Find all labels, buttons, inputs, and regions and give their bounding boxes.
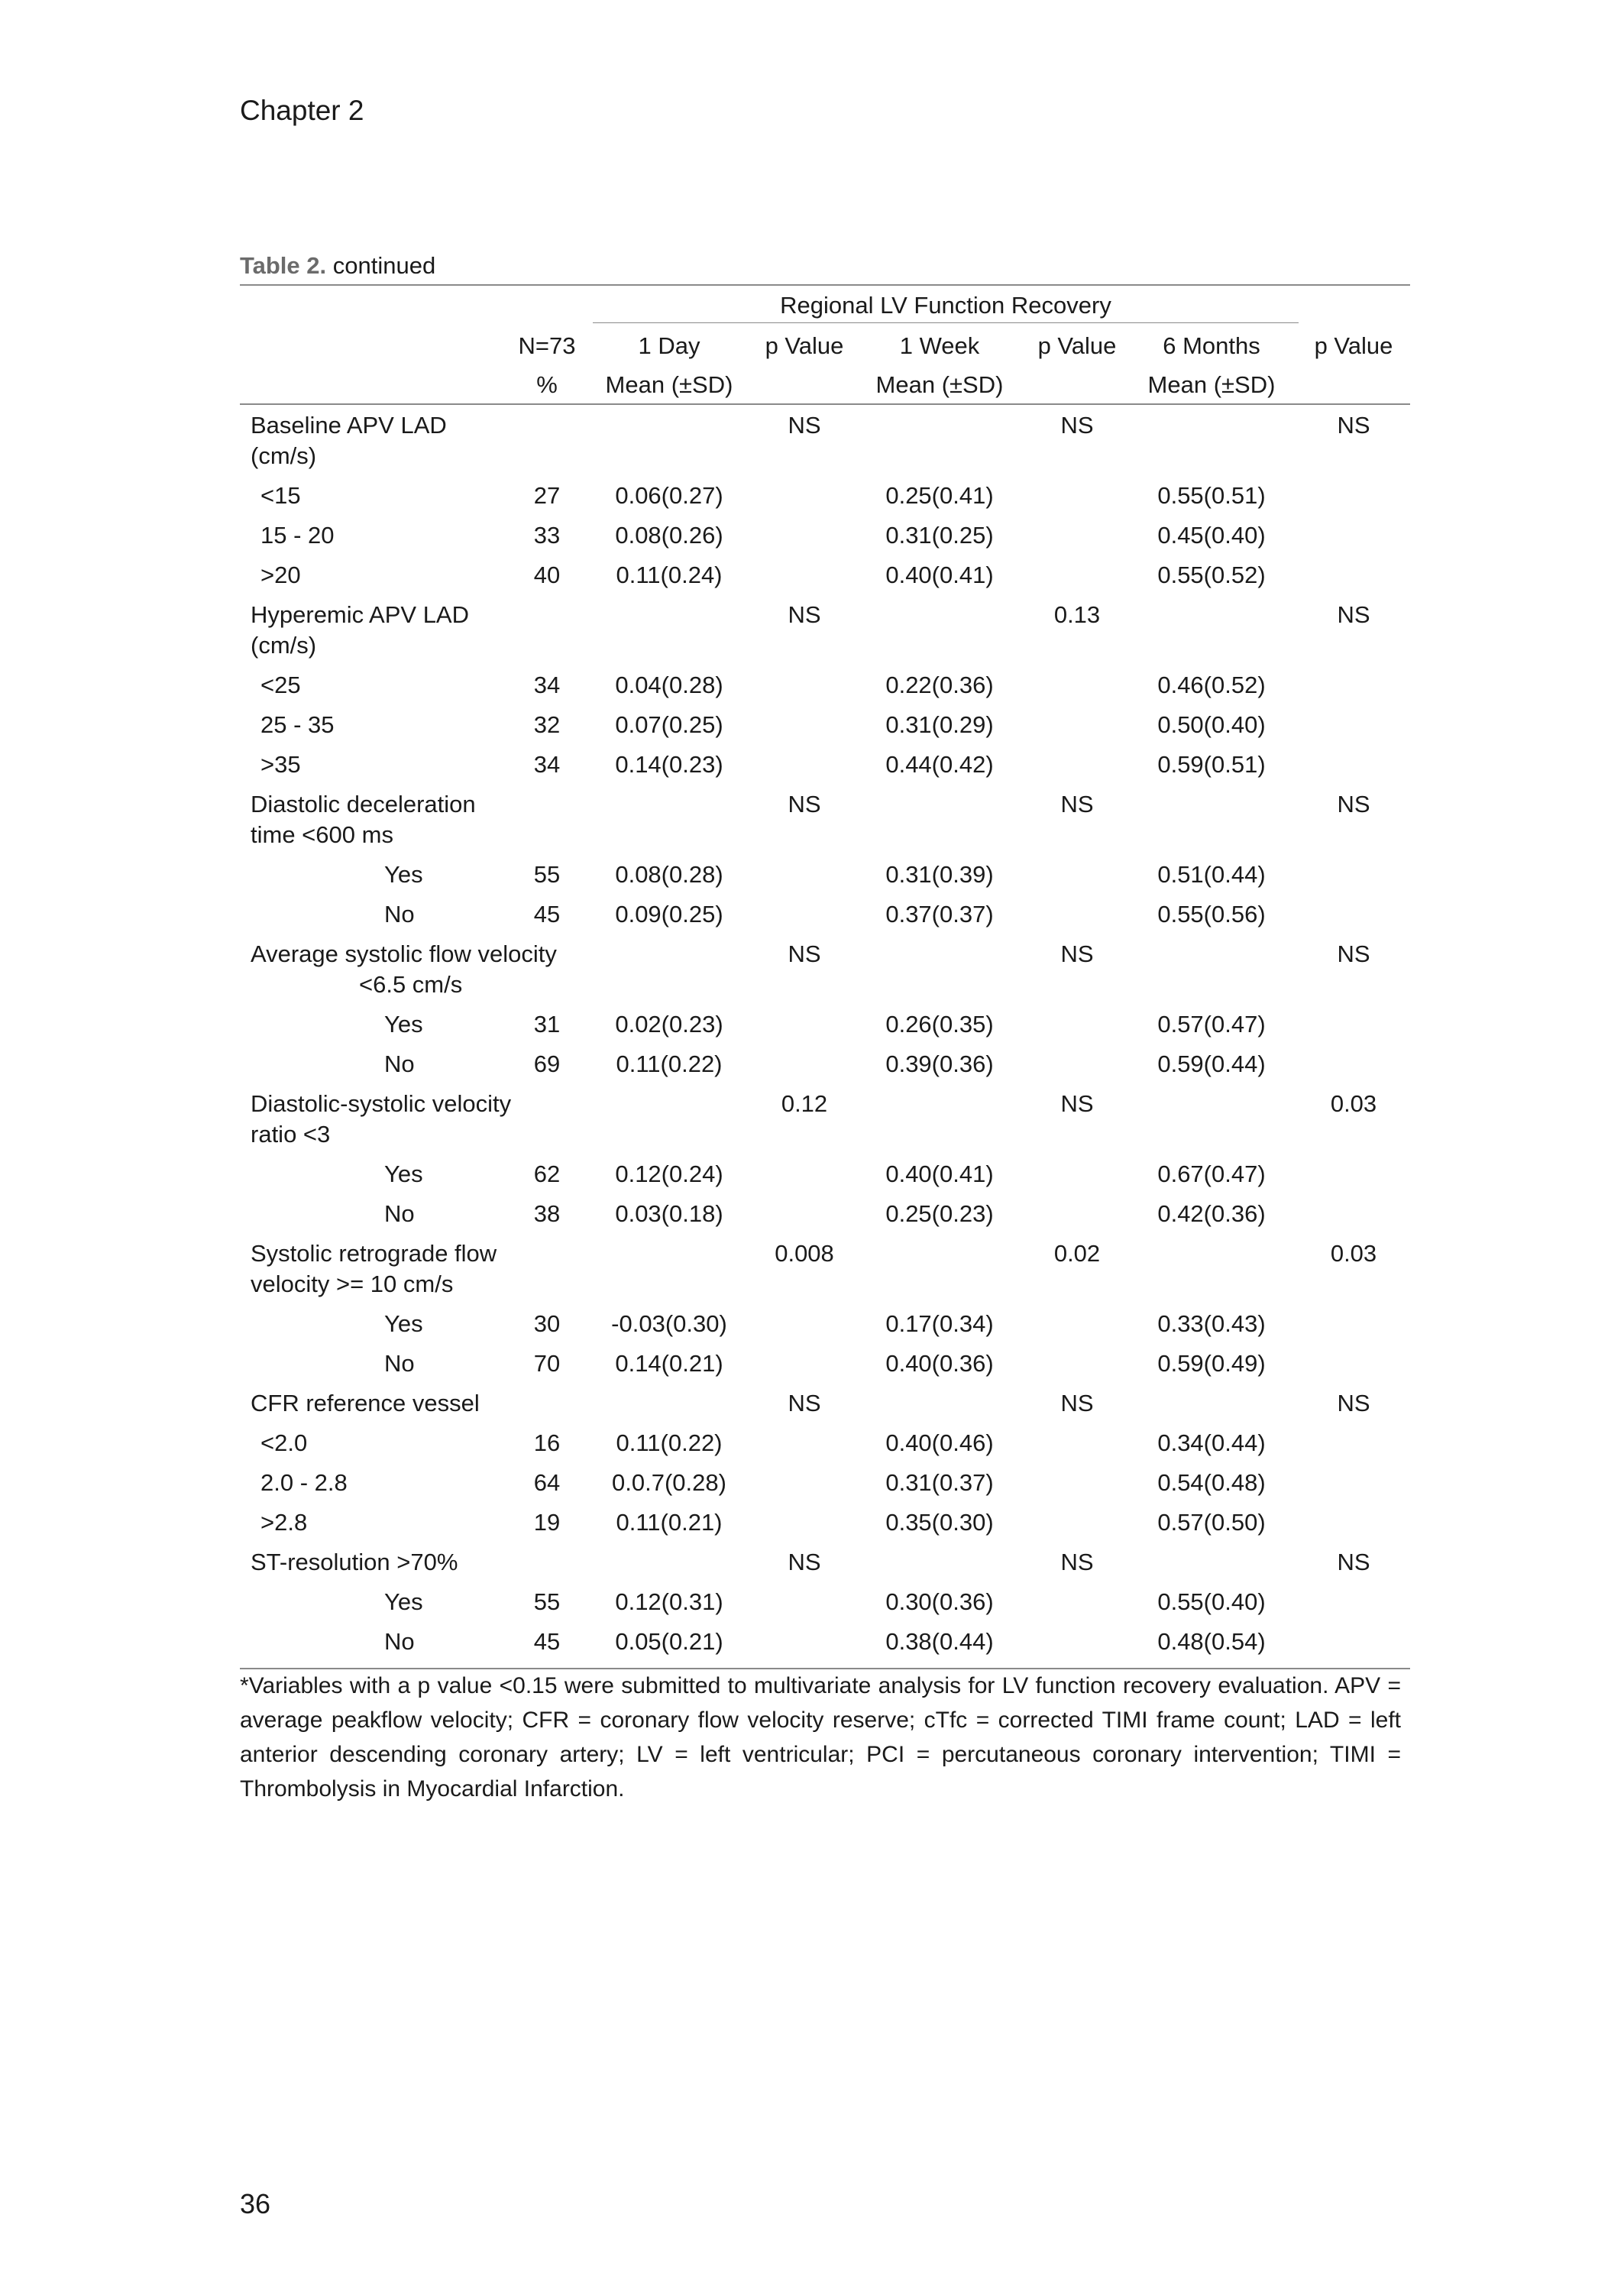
row-label: Yes xyxy=(384,1161,423,1187)
mean-1-week: 0.17(0.34) xyxy=(885,1310,994,1337)
mean-6-months: 0.55(0.56) xyxy=(1157,901,1266,927)
row-group-label: Hyperemic APV LAD xyxy=(251,601,469,628)
row-label: <15 xyxy=(260,482,301,509)
column-subheader: % xyxy=(536,371,558,398)
p-value: NS xyxy=(1337,601,1370,628)
mean-1-week: 0.30(0.36) xyxy=(885,1588,994,1615)
mean-6-months: 0.48(0.54) xyxy=(1157,1628,1266,1655)
column-header: 6 Months xyxy=(1163,332,1260,359)
group-header: Regional LV Function Recovery xyxy=(780,292,1111,319)
p-value: NS xyxy=(788,1549,821,1575)
column-header: p Value xyxy=(1314,332,1393,359)
row-group-label: ST-resolution >70% xyxy=(251,1549,458,1575)
row-group-label: Diastolic-systolic velocity xyxy=(251,1090,512,1117)
mean-1-week: 0.31(0.29) xyxy=(885,711,994,738)
p-value: 0.02 xyxy=(1053,1240,1101,1267)
mean-1-day: 0.11(0.24) xyxy=(616,562,723,588)
row-percent: 55 xyxy=(533,1588,561,1615)
row-label: Yes xyxy=(384,1310,423,1337)
row-group-label: (cm/s) xyxy=(251,442,317,469)
row-group-label: Systolic retrograde flow xyxy=(251,1240,497,1267)
mean-1-week: 0.37(0.37) xyxy=(885,901,994,927)
mean-1-day: 0.08(0.26) xyxy=(615,522,723,549)
row-percent: 27 xyxy=(533,482,561,509)
p-value: NS xyxy=(1337,1390,1370,1416)
row-group-label: Baseline APV LAD xyxy=(251,412,447,439)
p-value: 0.13 xyxy=(1053,601,1101,628)
row-group-label: <6.5 cm/s xyxy=(359,971,463,998)
table-footnote: *Variables with a p value <0.15 were submitted to multivariate analysis for LV function recovery evaluation. APV = average peakflow velocity; CFR = coronary flow velocity reserve; cTfc = corrected TIMI frame count; LAD = left anterior descending coronary artery; LV = left ventricular; PCI = percutaneous coronary intervention; TIMI = Thrombolysis in Myocardial Infarction. xyxy=(240,1673,1401,1802)
row-percent: 70 xyxy=(533,1350,561,1377)
mean-1-day: 0.12(0.24) xyxy=(615,1161,723,1187)
mean-1-week: 0.44(0.42) xyxy=(885,751,994,778)
mean-6-months: 0.34(0.44) xyxy=(1157,1429,1266,1456)
row-percent: 32 xyxy=(533,711,561,738)
table-caption-text: continued xyxy=(326,252,436,279)
mean-1-week: 0.25(0.41) xyxy=(885,482,994,509)
mean-1-day: 0.12(0.31) xyxy=(615,1588,723,1615)
mean-6-months: 0.57(0.47) xyxy=(1157,1011,1266,1038)
mean-1-day: 0.11(0.22) xyxy=(616,1429,723,1456)
p-value: 0.12 xyxy=(781,1090,828,1117)
p-value: NS xyxy=(1337,412,1370,439)
p-value: NS xyxy=(1060,1390,1094,1416)
p-value: NS xyxy=(1337,1549,1370,1575)
column-header: 1 Day xyxy=(638,332,700,359)
mean-6-months: 0.59(0.51) xyxy=(1157,751,1266,778)
mean-1-week: 0.39(0.36) xyxy=(885,1050,994,1077)
row-label: No xyxy=(384,1200,415,1227)
mean-1-week: 0.38(0.44) xyxy=(885,1628,994,1655)
mean-1-day: 0.11(0.21) xyxy=(616,1509,723,1536)
mean-1-day: 0.08(0.28) xyxy=(615,861,723,888)
column-header: 1 Week xyxy=(899,332,980,359)
page-number: 36 xyxy=(240,2188,271,2219)
mean-1-week: 0.31(0.37) xyxy=(885,1469,994,1496)
p-value: NS xyxy=(788,412,821,439)
mean-6-months: 0.45(0.40) xyxy=(1157,522,1266,549)
row-group-label: time <600 ms xyxy=(251,821,393,848)
p-value: NS xyxy=(1337,791,1370,817)
row-percent: 16 xyxy=(533,1429,561,1456)
column-header: N=73 xyxy=(518,332,576,359)
row-label: No xyxy=(384,1350,415,1377)
table-caption xyxy=(240,252,435,280)
row-label: Yes xyxy=(384,861,423,888)
row-percent: 62 xyxy=(533,1161,561,1187)
p-value: 0.008 xyxy=(775,1240,834,1267)
row-percent: 33 xyxy=(533,522,561,549)
row-percent: 40 xyxy=(533,562,561,588)
mean-6-months: 0.67(0.47) xyxy=(1157,1161,1266,1187)
mean-1-week: 0.26(0.35) xyxy=(885,1011,994,1038)
mean-1-day: 0.14(0.23) xyxy=(615,751,723,778)
row-percent: 30 xyxy=(533,1310,561,1337)
mean-6-months: 0.46(0.52) xyxy=(1157,672,1266,698)
mean-1-day: 0.04(0.28) xyxy=(615,672,723,698)
p-value: NS xyxy=(788,791,821,817)
row-percent: 19 xyxy=(533,1509,561,1536)
mean-1-day: -0.03(0.30) xyxy=(611,1310,727,1337)
p-value: NS xyxy=(788,940,821,967)
row-group-label: CFR reference vessel xyxy=(251,1390,480,1416)
row-percent: 34 xyxy=(533,751,561,778)
p-value: 0.03 xyxy=(1330,1090,1377,1117)
mean-1-week: 0.40(0.36) xyxy=(885,1350,994,1377)
row-label: 15 - 20 xyxy=(260,522,335,549)
p-value: NS xyxy=(788,601,821,628)
group-header-rule xyxy=(593,322,1299,323)
mean-1-week: 0.22(0.36) xyxy=(885,672,994,698)
row-group-label: (cm/s) xyxy=(251,632,317,659)
row-label: >20 xyxy=(260,562,301,588)
row-label: 2.0 - 2.8 xyxy=(260,1469,348,1496)
mean-1-day: 0.0.7(0.28) xyxy=(612,1469,726,1496)
row-group-label: Average systolic flow velocity xyxy=(251,940,557,967)
mean-1-day: 0.06(0.27) xyxy=(615,482,723,509)
mean-1-day: 0.07(0.25) xyxy=(615,711,723,738)
mean-1-week: 0.40(0.41) xyxy=(885,1161,994,1187)
row-label: Yes xyxy=(384,1588,423,1615)
p-value: NS xyxy=(1060,412,1094,439)
row-label: <2.0 xyxy=(260,1429,308,1456)
row-percent: 45 xyxy=(533,901,561,927)
column-header: p Value xyxy=(765,332,844,359)
mean-6-months: 0.59(0.49) xyxy=(1157,1350,1266,1377)
table-top-rule xyxy=(240,284,1410,286)
header-bottom-rule xyxy=(240,403,1410,405)
mean-1-week: 0.40(0.46) xyxy=(885,1429,994,1456)
p-value: NS xyxy=(1337,940,1370,967)
mean-1-day: 0.09(0.25) xyxy=(615,901,723,927)
p-value: NS xyxy=(1060,1090,1094,1117)
column-subheader: Mean (±SD) xyxy=(1147,371,1276,398)
row-label: >2.8 xyxy=(260,1509,308,1536)
mean-6-months: 0.50(0.40) xyxy=(1157,711,1266,738)
mean-1-day: 0.02(0.23) xyxy=(615,1011,723,1038)
row-label: No xyxy=(384,901,415,927)
row-label: >35 xyxy=(260,751,301,778)
mean-1-day: 0.03(0.18) xyxy=(615,1200,723,1227)
mean-6-months: 0.55(0.51) xyxy=(1157,482,1266,509)
row-percent: 55 xyxy=(533,861,561,888)
mean-1-day: 0.11(0.22) xyxy=(616,1050,723,1077)
mean-1-week: 0.31(0.39) xyxy=(885,861,994,888)
row-percent: 45 xyxy=(533,1628,561,1655)
row-label: No xyxy=(384,1050,415,1077)
chapter-header: Chapter 2 xyxy=(240,95,364,126)
row-percent: 38 xyxy=(533,1200,561,1227)
mean-6-months: 0.55(0.52) xyxy=(1157,562,1266,588)
mean-1-week: 0.25(0.23) xyxy=(885,1200,994,1227)
p-value: NS xyxy=(1060,1549,1094,1575)
column-subheader: Mean (±SD) xyxy=(605,371,733,398)
row-group-label: velocity >= 10 cm/s xyxy=(251,1271,454,1297)
mean-1-day: 0.05(0.21) xyxy=(615,1628,723,1655)
mean-1-week: 0.40(0.41) xyxy=(885,562,994,588)
row-label: <25 xyxy=(260,672,301,698)
column-subheader: Mean (±SD) xyxy=(875,371,1004,398)
row-percent: 64 xyxy=(533,1469,561,1496)
p-value: 0.03 xyxy=(1330,1240,1377,1267)
mean-6-months: 0.33(0.43) xyxy=(1157,1310,1266,1337)
mean-6-months: 0.54(0.48) xyxy=(1157,1469,1266,1496)
mean-6-months: 0.57(0.50) xyxy=(1157,1509,1266,1536)
mean-6-months: 0.42(0.36) xyxy=(1157,1200,1266,1227)
row-group-label: Diastolic deceleration xyxy=(251,791,476,817)
mean-1-day: 0.14(0.21) xyxy=(615,1350,723,1377)
mean-6-months: 0.59(0.44) xyxy=(1157,1050,1266,1077)
column-header: p Value xyxy=(1037,332,1117,359)
row-label: No xyxy=(384,1628,415,1655)
p-value: NS xyxy=(1060,791,1094,817)
mean-6-months: 0.51(0.44) xyxy=(1157,861,1266,888)
row-percent: 34 xyxy=(533,672,561,698)
p-value: NS xyxy=(788,1390,821,1416)
row-label: Yes xyxy=(384,1011,423,1038)
mean-1-week: 0.35(0.30) xyxy=(885,1509,994,1536)
row-group-label: ratio <3 xyxy=(251,1121,331,1148)
p-value: NS xyxy=(1060,940,1094,967)
row-label: 25 - 35 xyxy=(260,711,335,738)
mean-1-week: 0.31(0.25) xyxy=(885,522,994,549)
row-percent: 69 xyxy=(533,1050,561,1077)
table-caption-label: Table 2. xyxy=(240,252,327,279)
row-percent: 31 xyxy=(533,1011,561,1038)
mean-6-months: 0.55(0.40) xyxy=(1157,1588,1266,1615)
